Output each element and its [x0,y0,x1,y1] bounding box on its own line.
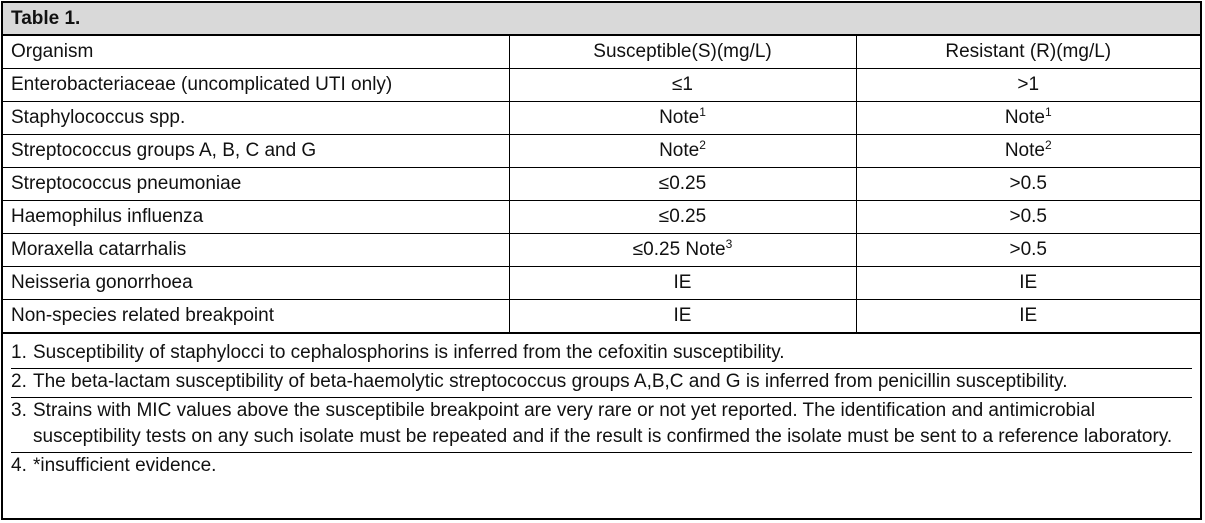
table-title: Table 1. [3,3,1200,36]
table-row [3,234,1200,267]
footnote-ref: 1 [1044,105,1052,119]
resistant-value: >0.5 [1009,239,1047,260]
footnote-number: 4. [11,455,27,476]
resistant-cell [856,201,1200,234]
susceptible-value: Note [659,140,700,161]
organism-cell: Streptococcus pneumoniae [3,168,509,201]
header-susceptible: Susceptible(S)(mg/L) [509,36,856,69]
susceptible-cell [509,102,856,135]
resistant-value: IE [1019,272,1038,293]
table-row [3,168,1200,201]
breakpoint-table [3,36,1200,333]
organism-cell: Non-species related breakpoint [3,300,509,333]
resistant-value: Note [1004,107,1045,128]
susceptible-value: IE [673,305,692,326]
organism-cell: Enterobacteriaceae (uncomplicated UTI only) [3,69,509,102]
footnotes [3,333,1200,481]
organism-cell: Haemophilus influenza [3,201,509,234]
susceptible-cell [509,300,856,333]
table-row [3,102,1200,135]
resistant-cell [856,102,1200,135]
susceptible-value: Note [659,107,700,128]
header-row [3,36,1200,69]
table-row [3,267,1200,300]
susceptible-value: ≤0.25 Note [632,239,726,260]
resistant-cell [856,234,1200,267]
footnote-text: The beta-lactam susceptibility of beta-haemolytic streptococcus groups A,B,C and G is inferred from penicillin susceptibility. [33,371,1068,392]
susceptible-cell [509,168,856,201]
organism-cell: Streptococcus groups A, B, C and G [3,135,509,168]
footnote-text: Susceptibility of staphylocci to cephalosphorins is inferred from the cefoxitin susceptibility. [33,342,785,363]
footnote-number: 3. [11,400,27,421]
resistant-value: >1 [1017,74,1040,95]
susceptible-value: ≤0.25 [658,173,707,194]
resistant-cell [856,168,1200,201]
footnote [11,397,1192,452]
susceptible-cell [509,135,856,168]
resistant-value: >0.5 [1009,173,1047,194]
footnote-ref: 2 [1044,138,1052,152]
footnote [11,452,1192,481]
footnote-number: 2. [11,371,27,392]
resistant-cell [856,135,1200,168]
footnote-number: 1. [11,342,27,363]
susceptible-cell [509,234,856,267]
susceptible-value: IE [673,272,692,293]
susceptible-cell [509,69,856,102]
footnote-ref: 2 [699,138,706,152]
resistant-cell [856,267,1200,300]
susceptible-cell [509,201,856,234]
organism-cell: Neisseria gonorrhoea [3,267,509,300]
resistant-cell [856,300,1200,333]
table-row [3,300,1200,333]
footnote-ref: 1 [699,105,706,119]
susceptibility-table [1,1,1202,520]
table-row [3,69,1200,102]
footnote-text: Strains with MIC values above the susceptibile breakpoint are very rare or not yet reported. The identification and antimicrobial susceptibility tests on any such isolate must be repeated and if the result is confirmed the isolate must be sent to a reference laboratory. [33,400,1173,447]
resistant-value: IE [1019,305,1038,326]
organism-cell: Moraxella catarrhalis [3,234,509,267]
header-resistant: Resistant (R)(mg/L) [856,36,1200,69]
table-row [3,201,1200,234]
table-row [3,135,1200,168]
header-organism: Organism [3,36,509,69]
footnote [11,368,1192,397]
resistant-value: Note [1004,140,1045,161]
susceptible-value: ≤0.25 [658,206,707,227]
resistant-value: >0.5 [1009,206,1047,227]
footnote [11,340,1192,368]
susceptible-value: ≤1 [672,74,693,95]
susceptible-cell [509,267,856,300]
footnote-ref: 3 [725,237,733,251]
footnote-text: *insufficient evidence. [33,455,217,476]
organism-cell: Staphylococcus spp. [3,102,509,135]
resistant-cell [856,69,1200,102]
